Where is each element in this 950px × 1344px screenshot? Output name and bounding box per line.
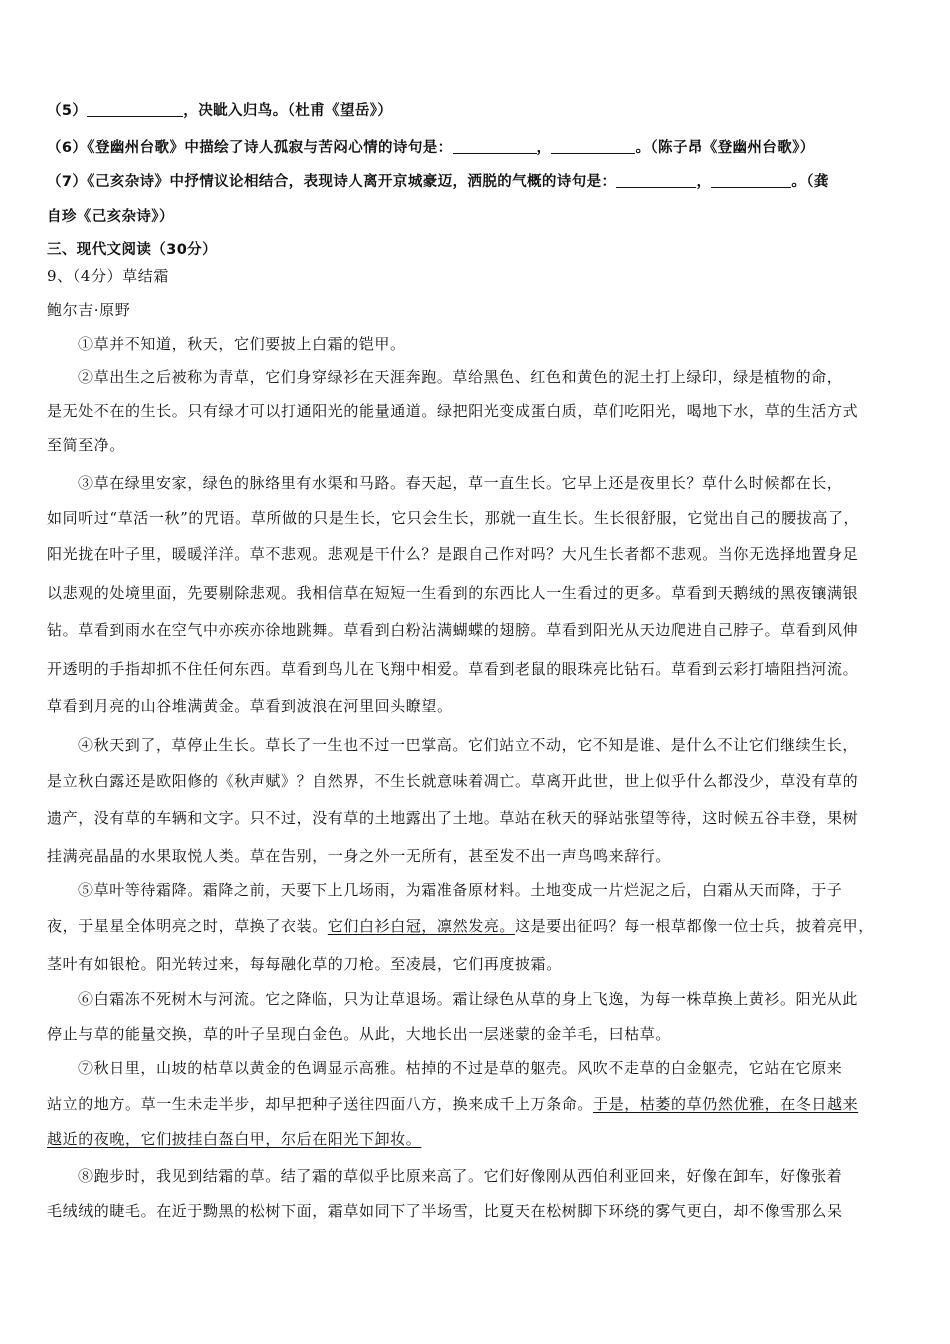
question-7-separator: ， [696, 174, 712, 190]
answer-blank [551, 138, 635, 154]
paragraph-4-line-2: 是立秋白露还是欧阳修的《秋声赋》？自然界，不生长就意味着凋亡。草离开此世，世上似乎什么都没少，草没有草的 [47, 772, 859, 790]
question-6 [47, 138, 907, 158]
paragraph-7-line-1: ⑦秋日里，山坡的枯草以黄金的色调显示高雅。枯掉的不过是草的躯壳。风吹不走草的白金躯壳，它站在它原来 [78, 1059, 843, 1077]
question-6-separator: ， [536, 140, 552, 156]
paragraph-3-line-7: 草看到月亮的山谷堆满黄金。草看到波浪在河里回头瞭望。 [47, 697, 453, 715]
paragraph-8-line-2: 毛绒绒的睫毛。在近于黝黑的松树下面，霜草如同下了半场雪，比夏天在松树脚下环绕的雾气更白，却不像雪那么呆 [47, 1202, 843, 1220]
question-7-continued: 自珍《己亥杂诗》） [47, 209, 174, 225]
paragraph-5-line-1: ⑤草叶等待霜降。霜降之前，天要下上几场雨，为霜准备原材料。土地变成一片烂泥之后，白霜从天而降，于子 [78, 881, 843, 899]
paragraph-8-line-1: ⑧跑步时，我见到结霜的草。结了霜的草似乎比原来高了。它们好像刚从西伯利亚回来，好像在卸车，好像张着 [78, 1167, 843, 1185]
paragraph-3-line-3: 阳光拢在叶子里，暖暖洋洋。草不悲观。悲观是干什么？是跟自己作对吗？大凡生长者都不悲观。当你无选择地置身足 [47, 545, 859, 563]
answer-blank [87, 101, 183, 117]
paragraph-7-text: 站立的地方。草一生未走半步，却早把种子送往四面八方，换来成千上万条命。 [47, 1095, 594, 1113]
underlined-sentence: 越近的夜晚，它们披挂白盔白甲，尔后在阳光下卸妆。 [47, 1130, 422, 1148]
underlined-sentence: 于是，枯萎的草仍然优雅，在冬日越来 [593, 1095, 859, 1113]
question-7 [47, 172, 907, 192]
paragraph-3-line-4: 以悲观的处境里面，先要剔除悲观。我相信草在短短一生看到的东西比人一生看过的更多。草看到天鹅绒的黑夜镶满银 [47, 584, 859, 602]
question-7-text: （7）《己亥杂诗》中抒情议论相结合，表现诗人离开京城豪迈，洒脱的气概的诗句是： [47, 174, 617, 190]
answer-blank [616, 172, 696, 188]
question-7-source-start: 。（龚 [791, 174, 829, 190]
question-5 [47, 101, 907, 121]
question-5-text: ，决眦入归鸟。（杜甫《望岳》） [183, 103, 393, 119]
paragraph-4-line-4: 挂满亮晶晶的水果取悦人类。草在告别，一身之外一无所有，甚至发不出一声鸟鸣来辞行。 [47, 847, 672, 865]
paragraph-2-line-3: 至简至净。 [47, 436, 126, 454]
section-title: 三、现代文阅读（30分） [47, 242, 217, 258]
paragraph-5-text: 夜，于星星全体明亮之时，草换了衣装。 [47, 917, 328, 935]
paragraph-2-line-2: 是无处不在的生长。只有绿才可以打通阳光的能量通道。绿把阳光变成蛋白质，草们吃阳光，喝地下水，草的生活方式 [47, 402, 859, 420]
question-6-text: （6）《登幽州台歌》中描绘了诗人孤寂与苦闷心情的诗句是： [47, 140, 453, 156]
paragraph-3-line-6: 开透明的手指却抓不住任何东西。草看到鸟儿在飞翔中相爱。草看到老鼠的眼珠亮比钻石。草看到云彩打墙阻挡河流。 [47, 660, 859, 678]
paragraph-7-line-2 [47, 1094, 907, 1114]
paragraph-3-line-2: 如同听过“草活一秋”的咒语。草所做的只是生长，它只会生长，那就一直生长。生长很舒服，它觉出自己的腰拔高了， [47, 509, 860, 527]
answer-blank [453, 138, 537, 154]
question-9-label: 9、（4分）草结霜 [47, 267, 169, 285]
question-6-source: 。（陈子昂《登幽州台歌》） [635, 140, 815, 156]
underlined-sentence: 它们白衫白冠，凛然发亮。 [327, 917, 516, 935]
paragraph-1: ①草并不知道，秋天，它们要披上白霜的铠甲。 [78, 335, 406, 353]
paragraph-7-line-3 [47, 1129, 907, 1149]
paragraph-4-line-1: ④秋天到了，草停止生长。草长了一生也不过一巴掌高。它们站立不动，它不知是谁、是什么不让它们继续生长， [78, 736, 859, 754]
paragraph-5-text: 这是要出征吗？每一根草都像一位士兵，披着亮甲， [515, 917, 874, 935]
paragraph-5-line-3: 茎叶有如银枪。阳光转过来，每每融化草的刀枪。至凌晨，它们再度披霜。 [47, 955, 562, 973]
question-5-number: （5） [47, 103, 88, 119]
paragraph-4-line-3: 遗产，没有草的车辆和文字。只不过，没有草的土地露出了土地。草站在秋天的驿站张望等待，这时候五谷丰登，果树 [47, 809, 859, 827]
paragraph-3-line-1: ③草在绿里安家，绿色的脉络里有水渠和马路。春天起，草一直生长。它早上还是夜里长？草什么时候都在长， [78, 474, 843, 492]
paragraph-3-line-5: 钻。草看到雨水在空气中亦疾亦徐地跳舞。草看到白粉沾满蝴蝶的翅膀。草看到阳光从天边爬进自己脖子。草看到风伸 [47, 621, 859, 639]
answer-blank [711, 172, 791, 188]
paragraph-6-line-1: ⑥白霜冻不死树木与河流。它之降临，只为让草退场。霜让绿色从草的身上飞逸，为每一株草换上黄衫。阳光从此 [78, 990, 859, 1008]
paragraph-6-line-2: 停止与草的能量交换，草的叶子呈现白金色。从此，大地长出一层迷蒙的金羊毛，曰枯草。 [47, 1025, 672, 1043]
article-author: 鲍尔吉·原野 [47, 301, 131, 319]
paragraph-5-line-2 [47, 916, 907, 936]
paragraph-2-line-1: ②草出生之后被称为青草，它们身穿绿衫在天涯奔跑。草给黑色、红色和黄色的泥土打上绿印，绿是植物的命， [78, 368, 843, 386]
